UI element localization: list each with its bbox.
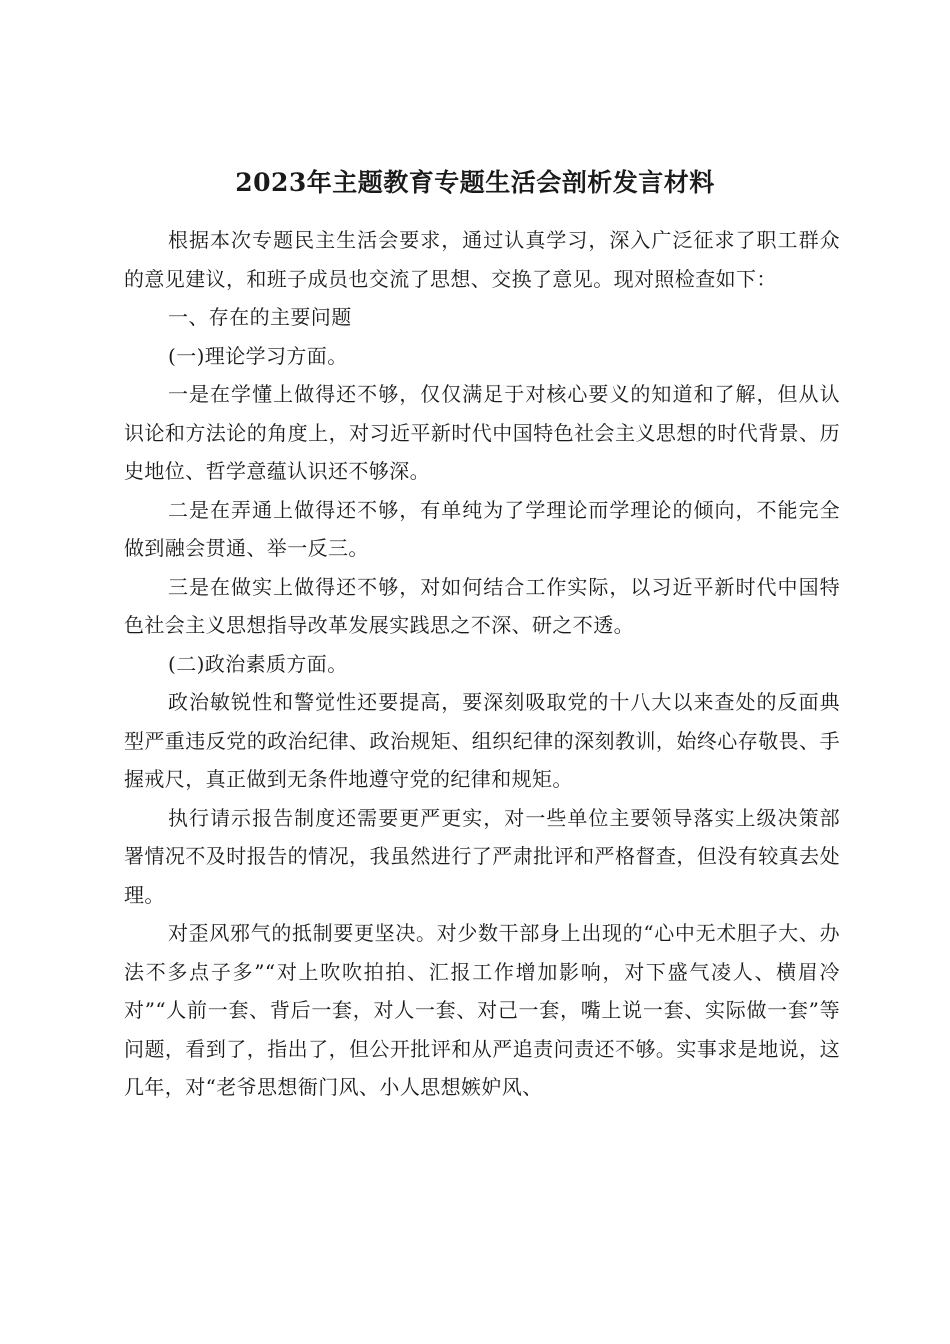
paragraph-unhealthy-trends: 对歪风邪气的抵制要更坚决。对少数干部身上出现的“心中无术胆子大、办法不多点子多”“对上吹吹拍拍、汇报工作增加影响，对下盛气凌人、横眉冷对”“人前一套、背后一套，对人一套、对己一套，嘴上说一套、实际做一套”等问题，看到了，指出了，但公开批评和从严追责问责还不够。实事求是地说，这几年，对“老爷思想衙门风、小人思想嫉妒风、 bbox=[124, 921, 840, 1099]
paragraph-political-sensitivity: 政治敏锐性和警觉性还要提高，要深刻吸取党的十八大以来查处的反面典型严重违反党的政治纪律、政治规矩、组织纪律的深刻教训，始终心存敬畏、手握戒尺，真正做到无条件地遵守党的纪律和规矩。 bbox=[124, 690, 840, 791]
document-body bbox=[124, 221, 840, 1107]
document-title: 2023年主题教育专题生活会剖析发言材料 bbox=[235, 168, 715, 197]
paragraph-item-2: 二是在弄通上做得还不够，有单纯为了学理论而学理论的倾向，不能完全做到融会贯通、举一反三。 bbox=[124, 497, 840, 560]
heading-political-quality: (二)政治素质方面。 bbox=[168, 651, 348, 676]
heading-main-problems: 一、存在的主要问题 bbox=[168, 305, 352, 329]
paragraph-intro: 根据本次专题民主生活会要求，通过认真学习，深入广泛征求了职工群众的意见建议，和班子成员也交流了思想、交换了意见。现对照检查如下： bbox=[124, 228, 840, 291]
paragraph-item-1: 一是在学懂上做得还不够，仅仅满足于对核心要义的知道和了解，但从认识论和方法论的角度上，对习近平新时代中国特色社会主义思想的时代背景、历史地位、哲学意蕴认识还不够深。 bbox=[124, 382, 840, 483]
heading-theory-study: (一)理论学习方面。 bbox=[168, 343, 348, 368]
paragraph-item-3: 三是在做实上做得还不够，对如何结合工作实际，以习近平新时代中国特色社会主义思想指导改革发展实践思之不深、研之不透。 bbox=[124, 574, 840, 637]
paragraph-reporting-system: 执行请示报告制度还需要更严更实，对一些单位主要领导落实上级决策部署情况不及时报告的情况，我虽然进行了严肃批评和严格督查，但没有较真去处理。 bbox=[124, 805, 840, 907]
